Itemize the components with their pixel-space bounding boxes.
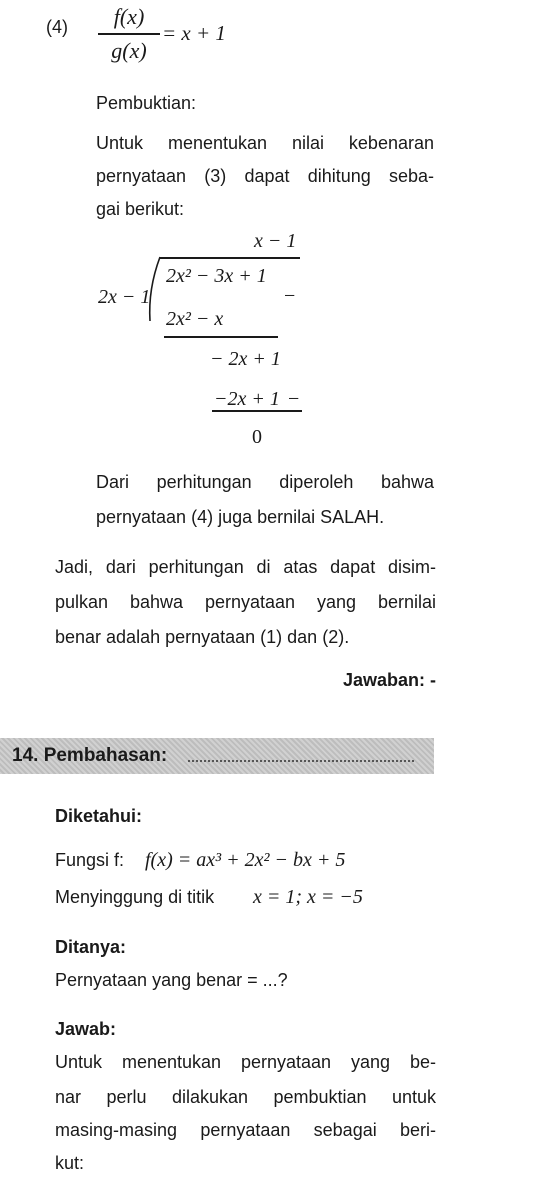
answer-heading: Jawab:	[55, 1019, 117, 1039]
fraction-numerator: f(x)	[113, 4, 145, 29]
division-step2: −2x + 1	[214, 388, 280, 410]
division-remainder-final: 0	[252, 426, 262, 448]
section-14-title: 14. Pembahasan:	[12, 745, 168, 766]
summary-line-2: pulkan bahwa pernyataan yang bernilai	[55, 592, 436, 612]
summary-line-3: benar adalah pernyataan (1) dan (2).	[55, 627, 350, 647]
asked-heading: Ditanya:	[55, 937, 127, 957]
fraction-f-over-g	[98, 4, 160, 64]
summary-line-1: Jadi, dari perhitungan di atas dapat disim-	[55, 557, 436, 577]
answer-label: Jawaban: -	[342, 670, 436, 690]
division-dividend: 2x² − 3x + 1	[166, 265, 267, 287]
fraction-denominator: g(x)	[111, 37, 147, 63]
conclusion4-line-1: Dari perhitungan diperoleh bahwa	[96, 472, 434, 492]
tangent-expression: x = 1; x = −5	[253, 886, 363, 908]
tangent-label: Menyinggung di titik	[55, 887, 215, 907]
function-expression: f(x) = ax³ + 2x² − bx + 5	[145, 849, 346, 871]
division-step2-minus: −	[288, 388, 300, 410]
division-remainder-1: − 2x + 1	[210, 348, 281, 370]
division-step1-minus: −	[284, 285, 296, 307]
proof-intro-line-1: Untuk menentukan nilai kebenaran	[96, 133, 434, 153]
division-step1: 2x² − x	[166, 308, 224, 330]
fraction-rhs: = x + 1	[162, 21, 226, 45]
division-bracket	[146, 256, 164, 322]
known-heading: Diketahui:	[55, 806, 143, 826]
proof-intro-line-3: gai berikut:	[96, 199, 185, 219]
asked-text: Pernyataan yang benar = ...?	[55, 970, 288, 990]
division-top-bar	[160, 257, 300, 259]
division-rule-1	[164, 336, 278, 338]
fraction-bar	[98, 33, 160, 35]
proof-intro-line-2: pernyataan (3) dapat dihitung seba-	[96, 166, 434, 186]
answer-line-3: masing-masing pernyataan sebagai beri-	[55, 1120, 436, 1140]
section-14-dotted-leader	[188, 760, 414, 762]
conclusion4-line-2: pernyataan (4) juga bernilai SALAH.	[96, 507, 385, 527]
division-rule-2	[212, 410, 302, 412]
answer-line-4: kut:	[55, 1153, 85, 1173]
answer-line-2: nar perlu dilakukan pembuktian untuk	[55, 1087, 436, 1107]
function-label: Fungsi f:	[55, 850, 125, 870]
proof-heading: Pembuktian:	[96, 93, 197, 113]
division-quotient: x − 1	[254, 230, 297, 252]
section-14-header	[0, 738, 434, 774]
answer-line-1: Untuk menentukan pernyataan yang be-	[55, 1052, 436, 1072]
statement-number: (4)	[46, 17, 68, 37]
division-divisor: 2x − 1	[98, 286, 151, 308]
